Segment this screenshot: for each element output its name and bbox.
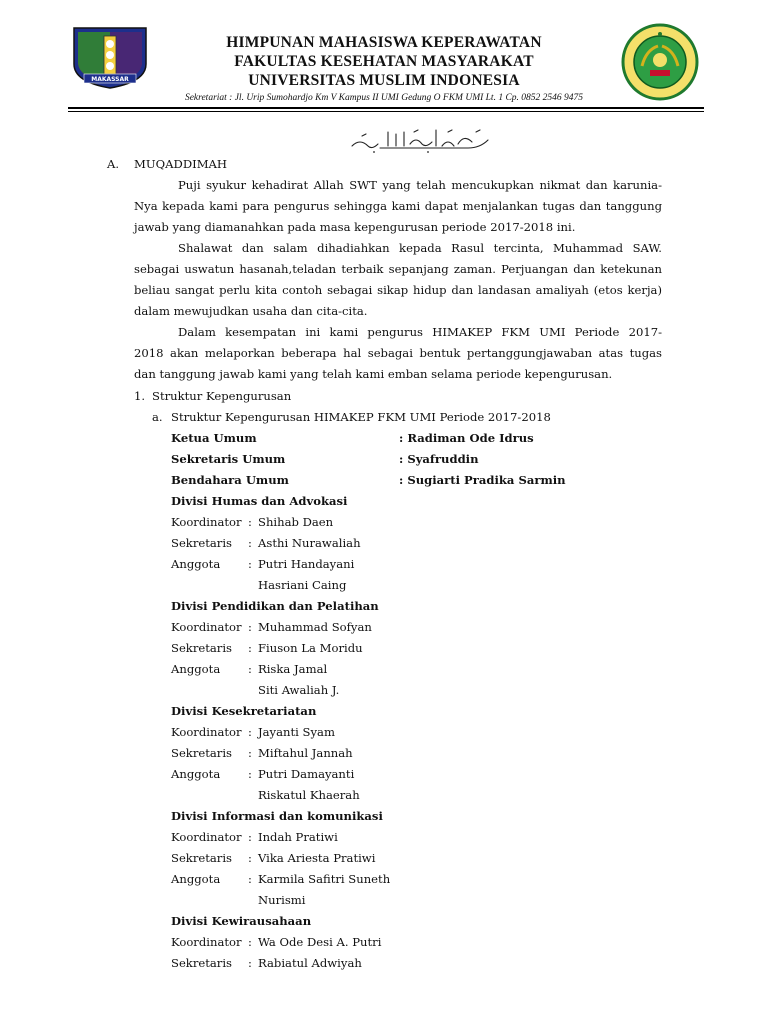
officer-role: Bendahara Umum	[171, 473, 289, 487]
member-name: Putri Damayanti	[258, 767, 355, 781]
officer-name: : Sugiarti Pradika Sarmin	[399, 473, 566, 487]
member-name: Muhammad Sofyan	[258, 620, 372, 634]
colon-separator: :	[248, 662, 252, 676]
colon-separator: :	[248, 935, 252, 949]
basmalah-calligraphy	[348, 124, 496, 154]
member-role: Anggota	[171, 767, 221, 781]
section-letter: A.	[107, 157, 120, 171]
colon-separator: :	[248, 641, 252, 655]
officer-role: Sekretaris Umum	[171, 452, 286, 466]
member-name: Nurismi	[258, 893, 306, 907]
list-number: 1.	[134, 389, 146, 403]
umi-shield-logo	[70, 24, 150, 90]
paragraph-line: Shalawat dan salam dihadiahkan kepada Rasul tercinta, Muhammad SAW.	[178, 241, 662, 255]
paragraph-line: Nya kepada kami para pengurus sehingga kami dapat menjalankan tugas dan tanggung	[134, 199, 662, 213]
member-role: Anggota	[171, 662, 221, 676]
officer-name: : Syafruddin	[399, 452, 479, 466]
header-divider-thin	[68, 111, 704, 112]
colon-separator: :	[248, 515, 252, 529]
fkm-seal-logo	[620, 22, 700, 102]
paragraph-line: dalam mewujudkan usaha dan cita-cita.	[134, 304, 368, 318]
member-role: Koordinator	[171, 935, 242, 949]
division-title: Divisi Informasi dan komunikasi	[171, 809, 383, 823]
paragraph-line: beliau sangat perlu kita contoh sebagai sikap hidup dan landasan amaliyah (etos kerja)	[134, 283, 662, 297]
header-line-1: HIMPUNAN MAHASISWA KEPERAWATAN	[226, 34, 542, 51]
member-role: Koordinator	[171, 725, 242, 739]
member-role: Anggota	[171, 872, 221, 886]
paragraph-line: 2018 akan melaporkan beberapa hal sebagai bentuk pertanggungjawaban atas tugas	[134, 346, 662, 360]
member-role: Koordinator	[171, 830, 242, 844]
colon-separator: :	[248, 851, 252, 865]
member-name: Hasriani Caing	[258, 578, 347, 592]
member-name: Siti Awaliah J.	[258, 683, 340, 697]
colon-separator: :	[248, 725, 252, 739]
member-name: Miftahul Jannah	[258, 746, 353, 760]
colon-separator: :	[248, 557, 252, 571]
paragraph-line: sebagai uswatun hasanah,teladan terbaik sepanjang zaman. Perjuangan dan ketekunan	[134, 262, 662, 276]
colon-separator: :	[248, 536, 252, 550]
colon-separator: :	[248, 956, 252, 970]
division-title: Divisi Kewirausahaan	[171, 914, 312, 928]
paragraph-line: dan tanggung jawab kami yang telah kami emban selama periode kepengurusan.	[134, 367, 613, 381]
member-name: Shihab Daen	[258, 515, 334, 529]
colon-separator: :	[248, 746, 252, 760]
header-line-2: FAKULTAS KESEHATAN MASYARAKAT	[234, 53, 534, 70]
header-divider-thick	[68, 107, 704, 109]
member-name: Wa Ode Desi A. Putri	[258, 935, 382, 949]
member-name: Fiuson La Moridu	[258, 641, 363, 655]
paragraph-line: Puji syukur kehadirat Allah SWT yang telah mencukupkan nikmat dan karunia-	[178, 178, 662, 192]
officer-name: : Radiman Ode Idrus	[399, 431, 534, 445]
sublist-label: Struktur Kepengurusan HIMAKEP FKM UMI Periode 2017-2018	[171, 410, 551, 424]
colon-separator: :	[248, 872, 252, 886]
paragraph-line: jawab yang diamanahkan pada masa kepengurusan periode 2017-2018 ini.	[134, 220, 576, 234]
colon-separator: :	[248, 830, 252, 844]
member-role: Sekretaris	[171, 536, 233, 550]
member-role: Sekretaris	[171, 746, 233, 760]
member-role: Koordinator	[171, 620, 242, 634]
section-title: MUQADDIMAH	[134, 157, 228, 171]
member-name: Jayanti Syam	[258, 725, 335, 739]
division-title: Divisi Kesekretariatan	[171, 704, 317, 718]
list-label: Struktur Kepengurusan	[152, 389, 292, 403]
member-name: Asthi Nurawaliah	[258, 536, 361, 550]
colon-separator: :	[248, 620, 252, 634]
member-name: Putri Handayani	[258, 557, 355, 571]
member-name: Vika Ariesta Pratiwi	[258, 851, 376, 865]
colon-separator: :	[248, 767, 252, 781]
member-name: Riska Jamal	[258, 662, 328, 676]
member-role: Sekretaris	[171, 851, 233, 865]
officer-role: Ketua Umum	[171, 431, 257, 445]
division-title: Divisi Humas dan Advokasi	[171, 494, 348, 508]
member-role: Sekretaris	[171, 956, 233, 970]
left-logo-text: MAKASSAR	[91, 76, 129, 83]
paragraph-line: Dalam kesempatan ini kami pengurus HIMAKEP FKM UMI Periode 2017-	[178, 325, 662, 339]
member-role: Sekretaris	[171, 641, 233, 655]
secretariat-address: Sekretariat : Jl. Urip Sumohardjo Km V Kampus II UMI Gedung O FKM UMI Lt. 1 Cp. 0852 2546 9475	[184, 93, 584, 103]
member-role: Koordinator	[171, 515, 242, 529]
header-line-3: UNIVERSITAS MUSLIM INDONESIA	[248, 72, 520, 89]
member-role: Anggota	[171, 557, 221, 571]
member-name: Indah Pratiwi	[258, 830, 338, 844]
member-name: Riskatul Khaerah	[258, 788, 360, 802]
sublist-letter: a.	[152, 410, 163, 424]
division-title: Divisi Pendidikan dan Pelatihan	[171, 599, 379, 613]
member-name: Karmila Safitri Suneth	[258, 872, 391, 886]
member-name: Rabiatul Adwiyah	[258, 956, 362, 970]
